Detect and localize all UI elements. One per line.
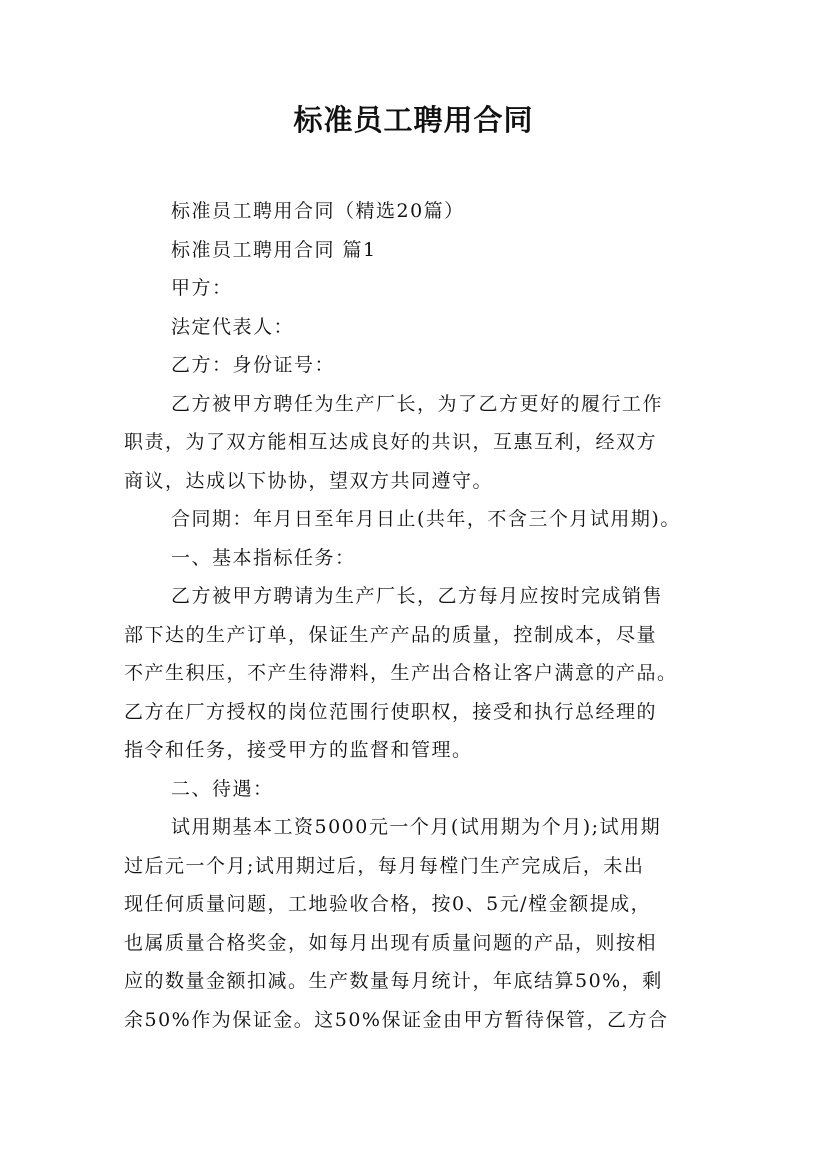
text-line: 部下达的生产订单，保证生产产品的质量，控制成本，尽量 (124, 623, 658, 646)
text-line: 乙方被甲方聘任为生产厂长，为了乙方更好的履行工作 (171, 392, 664, 415)
text-line: 商议，达成以下协协，望双方共同遵守。 (124, 469, 494, 492)
text-line: 标准员工聘用合同 篇1 (171, 238, 377, 261)
text-line: 合同期：年月日至年月日止(共年，不含三个月试用期)。 (171, 508, 681, 530)
text-line: 一、基本指标任务： (171, 546, 356, 569)
text-line: 职责，为了双方能相互达成良好的共识，互惠互利，经双方 (124, 431, 658, 453)
text-line: 乙方：身份证号： (171, 354, 336, 376)
text-line: 也属质量合格奖金，如每月出现有质量问题的产品，则按相 (124, 931, 658, 954)
text-line: 现任何质量问题，工地验收合格，按0、5元/樘金额提成， (124, 893, 652, 915)
text-line: 乙方在厂方授权的岗位范围行使职权，接受和执行总经理的 (124, 700, 658, 723)
text-line: 指令和任务，接受甲方的监督和管理。 (124, 739, 473, 761)
text-line: 试用期基本工资5000元一个月(试用期为个月);试用期 (171, 816, 662, 838)
text-line: 标准员工聘用合同（精选20篇） (171, 200, 465, 222)
text-line: 应的数量金额扣减。生产数量每月统计，年底结算50%，剩 (124, 970, 663, 992)
text-line: 余50%作为保证金。这50%保证金由甲方暂待保管，乙方合 (124, 1008, 669, 1031)
document-title: 标准员工聘用合同 (293, 103, 534, 137)
text-line: 甲方： (171, 277, 233, 299)
document-body (124, 192, 709, 1039)
text-line: 法定代表人： (171, 315, 295, 338)
text-line: 不产生积压，不产生待滞料，生产出合格让客户满意的产品。 (124, 662, 678, 684)
text-line: 过后元一个月;试用期过后，每月每樘门生产完成后，未出 (124, 854, 645, 877)
text-line: 二、待遇： (171, 777, 274, 800)
text-line: 乙方被甲方聘请为生产厂长，乙方每月应按时完成销售 (171, 585, 664, 607)
